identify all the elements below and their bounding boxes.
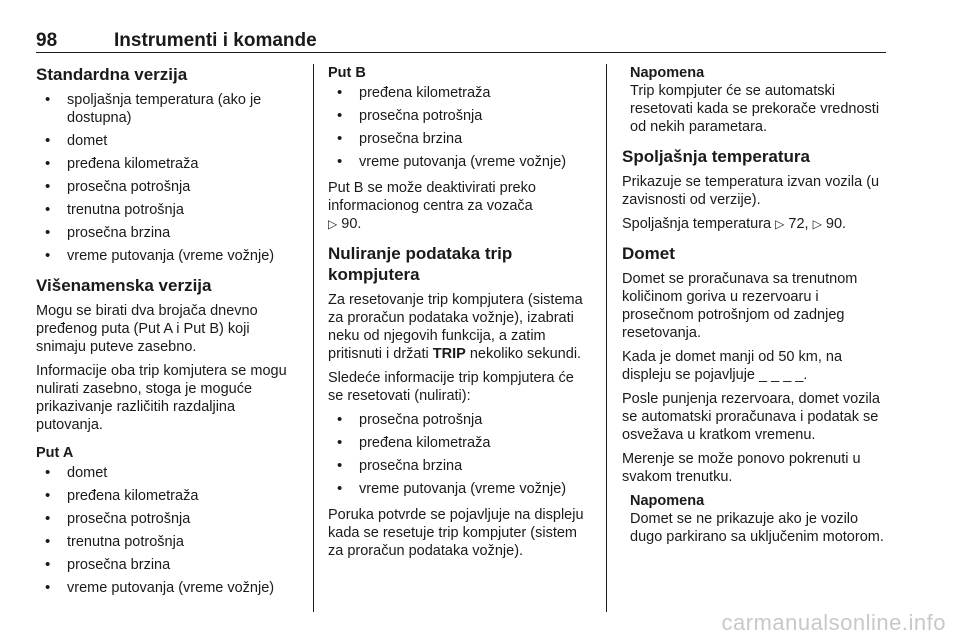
put-b-text: Put B se može deaktivirati preko informacionog centra za vozača (328, 180, 536, 214)
list-item: • pređena kilometraža (36, 487, 298, 505)
multi-version-heading: Višenamenska verzija (36, 276, 212, 295)
reset-paragraph-1 (328, 291, 590, 363)
range-paragraph-3: Posle punjenja rezervoara, domet vozila se automatski proračunava i podatak se osvežava u kratkom vremenu. (622, 391, 880, 443)
multi-version-paragraph-2: Informacije oba trip komjutera se mogu nulirati zasebno, stoga je moguće prikazivanje različitih razdaljina putovanja. (36, 363, 287, 433)
header-rule (36, 52, 886, 53)
temperature-page-ref-2[interactable]: 90. (825, 216, 847, 232)
range-paragraph-2: Kada je domet manji od 50 km, na displeju se pojavljuje _ _ _ _. (622, 349, 843, 383)
column-3 (622, 64, 884, 554)
list-item: • trenutna potrošnja (36, 201, 298, 219)
column-divider-1 (313, 64, 314, 612)
list-item: • vreme putovanja (vreme vožnje) (36, 579, 298, 597)
range-paragraph-1: Domet se proračunava sa trenutnom količinom goriva u rezervoaru i prosečnom potrošnjom od zadnjeg resetovanja. (622, 271, 858, 341)
note-1-text: Trip kompjuter će se automatski resetovati kada se prekorače vrednosti od nekih parametara. (630, 83, 880, 135)
reset-list (328, 411, 590, 498)
list-item: • prosečna brzina (36, 224, 298, 242)
list-item: • domet (36, 132, 298, 150)
put-b-heading: Put B (328, 65, 366, 81)
column-2 (328, 64, 590, 566)
list-item: • prosečna potrošnja (328, 411, 590, 429)
note-1 (630, 64, 884, 136)
reset-paragraph-2: Sledeće informacije trip kompjutera će se resetovati (nulirati): (328, 370, 574, 404)
list-item: • trenutna potrošnja (36, 533, 298, 551)
list-item: • pređena kilometraža (328, 84, 590, 102)
list-item: • prosečna brzina (328, 457, 590, 475)
note-2-text: Domet se ne prikazuje ako je vozilo dugo parkirano sa uključenim motorom. (630, 511, 884, 545)
note-1-title: Napomena (630, 65, 705, 81)
column-divider-2 (606, 64, 607, 612)
temperature-heading: Spoljašnja temperatura (622, 147, 811, 166)
put-b-paragraph (328, 179, 590, 233)
list-item: • prosečna potrošnja (328, 107, 590, 125)
page-header (36, 30, 884, 52)
temperature-paragraph-1: Prikazuje se temperatura izvan vozila (u zavisnosti od verzije). (622, 174, 880, 208)
list-item: • domet (36, 464, 298, 482)
list-item: • prosečna brzina (36, 556, 298, 574)
watermark: carmanualsonline.info (721, 610, 946, 635)
column-1 (36, 64, 298, 605)
standard-version-heading: Standardna verzija (36, 65, 188, 84)
reset-heading: Nuliranje podataka trip kompjutera (328, 244, 513, 284)
trip-button-label: TRIP (432, 346, 466, 362)
standard-version-list (36, 91, 298, 265)
range-heading: Domet (622, 244, 675, 263)
temperature-paragraph-2 (622, 215, 884, 233)
put-a-list (36, 464, 298, 597)
page-title: Instrumenti i komande (114, 30, 317, 51)
temperature-text: Spoljašnja temperatura (622, 216, 772, 232)
page-ref-arrow-icon: ▷ (775, 217, 785, 231)
note-2-title: Napomena (630, 493, 705, 509)
note-2 (630, 492, 884, 546)
list-item: • pređena kilometraža (36, 155, 298, 173)
reset-text-b: nekoliko sekundi. (469, 346, 582, 362)
multi-version-paragraph-1: Mogu se birati dva brojača dnevno pređenog puta (Put A i Put B) koji snimaju puteve zasebno. (36, 303, 258, 355)
list-item: • vreme putovanja (vreme vožnje) (36, 247, 298, 265)
reset-paragraph-3: Poruka potvrde se pojavljuje na displeju kada se resetuje trip kompjuter (sistem za proračun podataka vožnje). (328, 507, 584, 559)
put-a-heading: Put A (36, 445, 74, 461)
list-item: • vreme putovanja (vreme vožnje) (328, 480, 590, 498)
put-b-page-ref[interactable]: 90. (341, 216, 362, 232)
list-item: • prosečna brzina (328, 130, 590, 148)
list-item: • vreme putovanja (vreme vožnje) (328, 153, 590, 171)
put-b-list (328, 84, 590, 171)
list-item: • pređena kilometraža (328, 434, 590, 452)
temperature-page-ref-1[interactable]: 72, (788, 216, 809, 232)
range-paragraph-4: Merenje se može ponovo pokrenuti u svakom trenutku. (622, 451, 861, 485)
page-number: 98 (36, 30, 58, 51)
list-item: • prosečna potrošnja (36, 178, 298, 196)
list-item: • spoljašnja temperatura (ako je dostupna) (36, 91, 298, 127)
page-ref-arrow-icon: ▷ (812, 217, 822, 231)
reset-text-a: Za resetovanje trip kompjutera (sistema za proračun podataka vožnje), izabrati neku od njegovih funkcija, a zatim pritisnuti i držati (328, 292, 583, 362)
page-ref-arrow-icon: ▷ (328, 217, 338, 231)
list-item: • prosečna potrošnja (36, 510, 298, 528)
